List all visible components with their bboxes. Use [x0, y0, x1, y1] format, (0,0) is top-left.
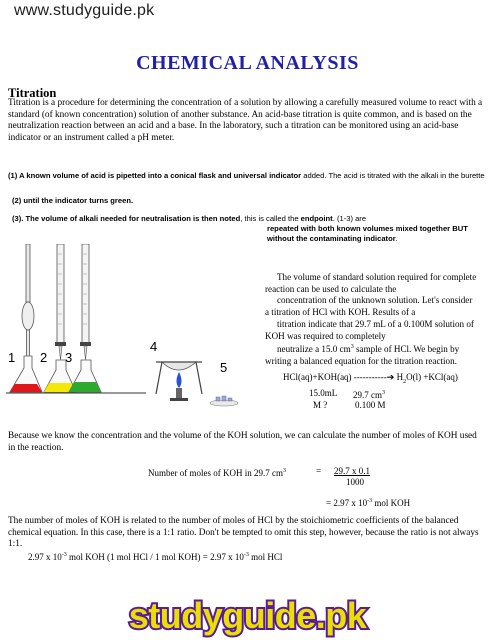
right-paragraph-line-4: a titration of HCl with KOH. Results of a — [265, 307, 416, 318]
bunsen-burner-icon — [170, 372, 188, 401]
reaction-products: O(l) +KCl(aq) — [406, 372, 458, 382]
figure-label-4: 4 — [150, 339, 158, 354]
volume-line — [283, 388, 458, 399]
right-paragraph-line-7 — [265, 342, 490, 356]
final-calculation — [28, 552, 282, 562]
step-3-c: , this is called the — [240, 214, 301, 223]
moles-calculation — [148, 466, 448, 510]
final-b: mol KOH (1 mol HCl / 1 mol KOH) = 2.97 x 10 — [66, 552, 244, 562]
step-1-indicator: indicator — [269, 171, 302, 180]
burette-2-icon — [55, 244, 66, 360]
step-3-i: . — [395, 234, 398, 243]
section-heading: Titration — [8, 86, 57, 100]
step-2 — [12, 196, 133, 206]
reaction-h: H — [394, 372, 404, 382]
moles-equals: = — [316, 466, 322, 476]
concentration-koh: 0.100 M — [355, 399, 386, 410]
intro-paragraph: Titration is a procedure for determining the concentration of a solution by allowing a carefully measured volume to react with a standard (of known concentration) solution of another substance. An acid-base titration is quite common, and is based on the neutralization reaction between an acid and a base. In the laboratory, such a titration can be monitored using an acid-base indicator or an instrument called a pH meter. — [8, 98, 483, 144]
studyguide-logo[interactable] — [120, 592, 375, 638]
step-3-e: . (1-3) are — [332, 214, 367, 223]
reaction-equation — [283, 372, 458, 411]
right-paragraph-line-1: The volume of standard solution required for complete — [277, 272, 477, 282]
moles-label — [148, 466, 286, 479]
volume-koh-value: 29.7 cm — [353, 390, 382, 401]
step-3-d: endpoint — [300, 214, 333, 223]
paragraph-2: Because we know the concentration and the volume of the KOH solution, we can calculate the number of moles of KOH used in the reaction. — [8, 431, 477, 453]
moles-label-text: Number of moles of KOH in 29.7 cm — [148, 468, 283, 478]
right-paragraph-line-7c: sample of HCl. We begin by — [353, 344, 460, 355]
step-3 — [12, 214, 366, 224]
step-3-a: (3). The — [12, 214, 42, 223]
concentration-line — [283, 400, 458, 411]
final-a: 2.97 x 10 — [28, 552, 62, 562]
moles-label-sup: 3 — [282, 468, 286, 474]
moles-result — [326, 496, 410, 509]
figure-label-2: 2 — [40, 350, 48, 365]
volume-hcl: 15.0mL — [309, 388, 338, 399]
figure-labels — [6, 350, 242, 370]
logo-text: studyguide.pk — [128, 595, 367, 636]
right-paragraph-line-7a: neutralize a 15.0 cm — [277, 344, 351, 355]
right-paragraph-line-2: reaction can be used to calculate the — [265, 283, 397, 294]
page-title: CHEMICAL ANALYSIS — [136, 52, 359, 74]
reaction-sub: 2 — [403, 378, 407, 385]
final-c: mol HCl — [248, 552, 283, 562]
paragraph-3: The number of moles of KOH is related to the number of moles of HCl by the stoichiometric coefficients of the balanced chemical equation. In this case, there is a 1:1 ratio. Don't be tempted to omit this step, however, because the ratio is not always 1:1. — [8, 516, 479, 550]
concentration-hcl: M ? — [313, 399, 328, 410]
final-sup-1: -3 — [61, 552, 67, 558]
reaction-reactants: HCl(aq)+KOH(aq) ----------- — [283, 372, 387, 382]
volume-koh-sup: 3 — [382, 390, 385, 397]
right-paragraph-line-6: KOH was required to completely — [265, 330, 386, 341]
step-2-text: (2) until the indicator turns green. — [12, 196, 134, 205]
figure-label-5: 5 — [220, 360, 228, 375]
crystals-icon — [210, 396, 238, 406]
step-3-g: with both known volumes mixed together BUT — [298, 224, 468, 233]
step-3-continued — [267, 224, 492, 244]
figure-label-1: 1 — [8, 350, 16, 365]
step-1-rest: added. The acid is titrated with the alkali in the burette — [301, 171, 485, 180]
moles-result-a: = 2.97 x 10 — [326, 498, 368, 508]
burette-3-icon — [80, 244, 91, 360]
right-paragraph-line-7-sup: 3 — [350, 344, 354, 351]
moles-result-sup: -3 — [367, 498, 373, 504]
step-3-f: repeated — [267, 224, 299, 233]
right-paragraph-line-8: writing a balanced equation for the titration reaction. — [265, 355, 457, 366]
step-1 — [8, 171, 486, 181]
figure-label-3: 3 — [65, 350, 73, 365]
right-paragraph — [265, 272, 490, 368]
titration-apparatus-figure — [6, 244, 242, 412]
final-sup-2: -3 — [243, 552, 249, 558]
moles-denominator: 1000 — [346, 477, 364, 487]
step-1-num: (1) A known volume of acid is pipetted into a conical flask and universal — [8, 171, 270, 180]
right-paragraph-line-3: concentration of the unknown solution. Let's consider — [277, 295, 473, 306]
header-url[interactable]: www.studyguide.pk — [14, 2, 155, 19]
reaction-line — [283, 372, 458, 388]
arrow-icon: ➔ — [386, 372, 395, 382]
step-3-b: volume of alkali needed for neutralisation is then noted — [41, 214, 241, 223]
moles-result-b: mol KOH — [372, 498, 411, 508]
pipette-icon — [22, 244, 34, 362]
right-paragraph-line-5: titration indicate that 29.7 mL of a 0.100M solution of — [277, 318, 474, 329]
moles-numerator: 29.7 x 0.1 — [334, 466, 370, 476]
step-3-h: without the contaminating indicator — [267, 234, 396, 243]
